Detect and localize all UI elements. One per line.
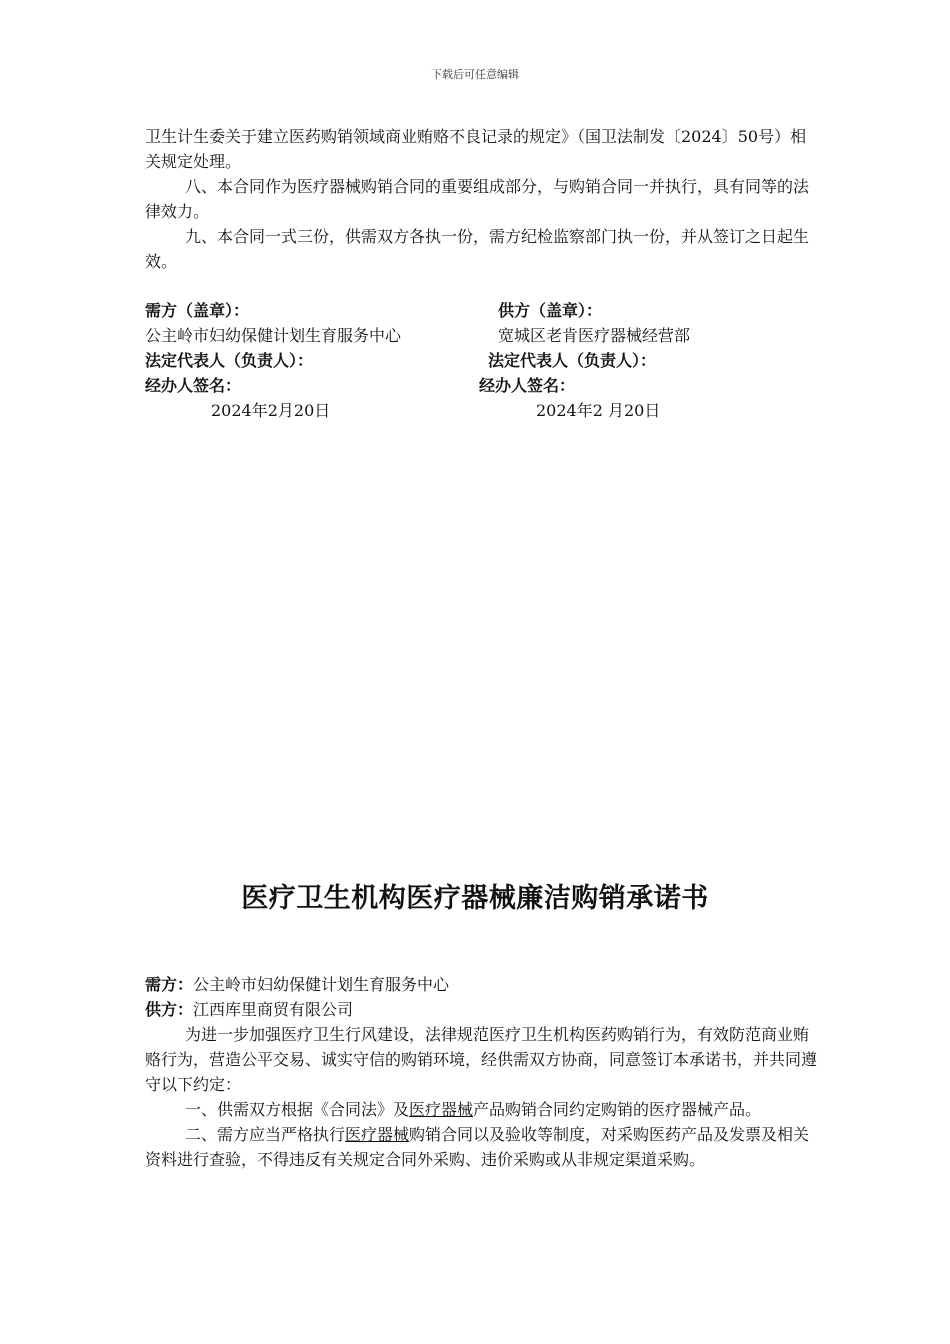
buyer-name: 公主岭市妇幼保健计划生育服务中心 [145,326,402,345]
commitment-one-text-b: 产品购销合同约定购销的医疗器械产品。 [473,1100,762,1119]
party-name-row [145,323,817,348]
buyer-seal-label: 需方（盖章）： [145,301,250,320]
seller-seal-label: 供方（盖章）： [498,301,603,320]
commitment-body [145,972,817,1172]
commitment-two-text-a: 二、需方应当严格执行 [185,1125,346,1144]
seal-row [145,298,817,323]
document-title: 医疗卫生机构医疗器械廉洁购销承诺书 [241,883,709,914]
clause-nine: 九、本合同一式三份，供需双方各执一份，需方纪检监察部门执一份，并从签订之日起生效。 [145,227,810,271]
seller-name: 宽城区老肯医疗器械经营部 [498,326,691,345]
commitment-two [145,1122,817,1172]
buyer-line [145,972,817,997]
buyer-agent-label: 经办人签名： [145,376,242,395]
contract-clauses [145,124,817,423]
seller-agent-label: 经办人签名： [479,376,576,395]
signature-block [145,298,817,423]
buyer-label: 需方： [145,975,194,994]
buyer-rep-label: 法定代表人（负责人）： [145,351,314,370]
commitment-two-text-b: 购销合同以及验收等制度，对采购医药产品及发票及相关资料进行查验，不得违反有关规定合同外采购、违价采购或从非规定渠道采购。 [145,1125,810,1169]
clause-continuation: 卫生计生委关于建立医药购销领域商业贿赂不良记录的规定》（国卫法制发〔2024〕50号）相关规定处理。 [145,127,807,171]
medical-device-link[interactable]: 医疗器械 [409,1100,474,1119]
seller-value: 江西库里商贸有限公司 [193,1000,354,1019]
seller-line [145,997,817,1022]
agent-row [145,373,817,398]
clause-eight: 八、本合同作为医疗器械购销合同的重要组成部分，与购销合同一并执行，具有同等的法律效力。 [145,177,810,221]
medical-device-link-2[interactable]: 医疗器械 [345,1125,410,1144]
date-row [145,398,817,423]
seller-label: 供方： [145,1000,194,1019]
intro-paragraph: 为进一步加强医疗卫生行风建设，法律规范医疗卫生机构医药购销行为，有效防范商业贿赂行为，营造公平交易、诚实守信的购销环境，经供需双方协商，同意签订本承诺书，并共同遵守以下约定： [145,1025,818,1094]
commitment-one-text-a: 一、供需双方根据《合同法》及 [185,1100,410,1119]
seller-rep-label: 法定代表人（负责人）： [488,351,657,370]
buyer-date: 2024年2月20日 [211,401,331,420]
legal-rep-row [145,348,817,373]
buyer-value: 公主岭市妇幼保健计划生育服务中心 [193,975,450,994]
commitment-one [145,1097,817,1122]
page-header: 下载后可任意编辑 [431,68,519,81]
seller-date: 2024年2 月20日 [536,401,661,420]
